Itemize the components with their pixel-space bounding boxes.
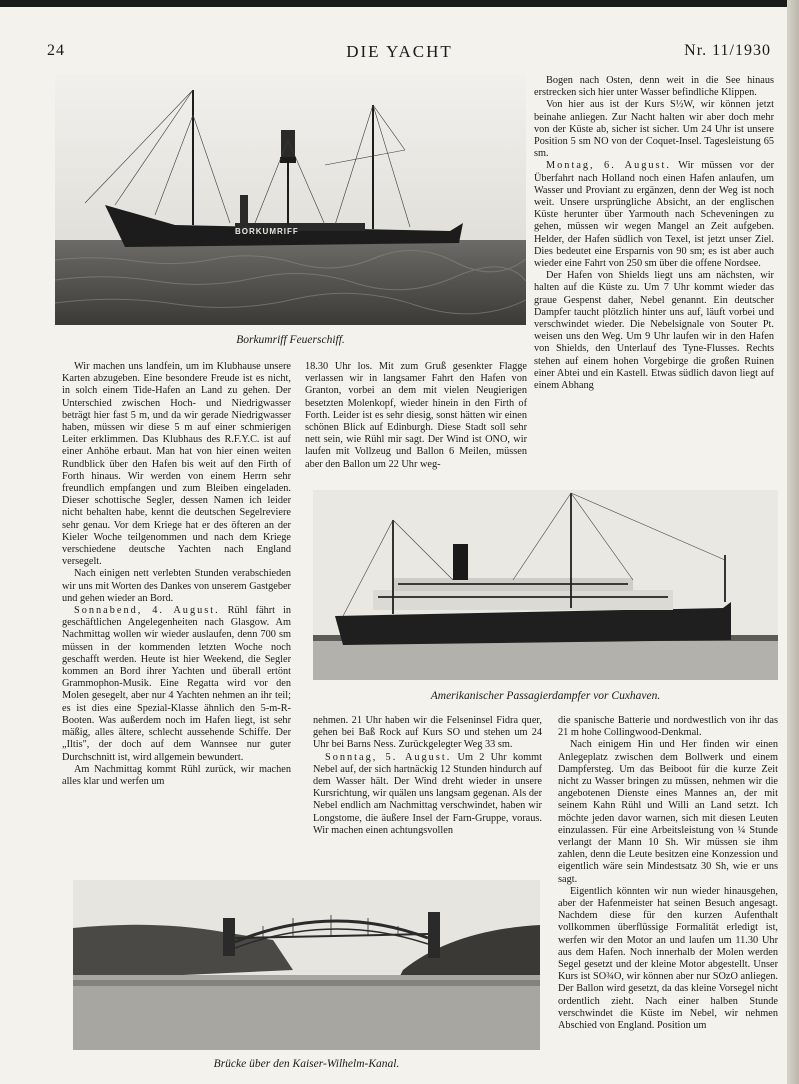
top-edge xyxy=(0,0,799,7)
date-heading: Sonntag, 5. August. xyxy=(325,751,452,763)
bridge-photo xyxy=(73,880,540,1050)
paragraph-text: Um 2 Uhr kommt Nebel auf, der sich hartnäckig 12 Stunden hindurch auf dem Wasser hält. Der Wind dreht wieder in unsere Kursrichtung, wir quälen uns langsam gegenan. Als der Nebel endlich am Nachmittag verschwindet, haben wir Longstome, die äußere Insel der Farn-Gruppe, voraus. Wir machen einen achtungsvollen xyxy=(313,751,542,836)
column-left xyxy=(62,361,291,788)
paragraph-text: Rühl fährt in geschäftlichen Angelegenheiten nach Glasgow. Am Nachmittag wollen wir wieder auslaufen, denn 700 sm müssen in der kommenden letzten Woche noch geschafft werden. Heute ist hier Weekend, die Segler kommen an Bord ihrer Yachten und überall ertönt Grammophon-Musik. Eine Regatta wird vor den Molen gesegelt, aber nur 4 Yachten nehmen an ihr teil; es ist dies eine Spezial-Klasse ähnlich den 5-m-R-Booten. Was außerdem noch im Hafen liegt, ist sehr mäßig, alles ältere, schlecht aussehende Schiffe. Der „Iltis", der doch auf dem Wannsee nur guter Durchschnitt ist, wird allgemein bewundert. xyxy=(62,605,291,763)
paragraph-monday xyxy=(534,160,774,270)
lightship-photo xyxy=(55,75,526,325)
liner-caption: Amerikanischer Passagierdampfer vor Cuxhaven. xyxy=(430,690,661,702)
paragraph-text: Wir müssen vor der Überfahrt nach Holland noch einen Hafen anlaufen, um Wasser und Proviant zu ergänzen, denn der Weg ist noch weit. Unsere ursprüngliche Absicht, an der englischen Küste herunter über Yarmouth nach Scheveningen zu gehen, müssen wir wegen Mangel an Zeit aufgeben. Helder, der Hafen südlich von Texel, ist jetzt unser Ziel. Dies bedeutet eine Ersparnis von 90 sm; es ist aber auch wieder eine Fahrt von 250 sm über die offene Nordsee. xyxy=(534,160,774,270)
paragraph: Bogen nach Osten, denn weit in die See hinaus erstrecken sich hier unter Wasser befindliche Klippen. xyxy=(534,75,774,99)
page-number: 24 xyxy=(47,42,65,59)
paragraph: Nach einigen nett verlebten Stunden verabschieden wir uns mit Worten des Dankes von unserem Gastgeber und gehen wieder an Bord. xyxy=(62,568,291,604)
liner-photo xyxy=(313,490,778,680)
issue-number: Nr. 11/1930 xyxy=(684,42,771,59)
column-right-top xyxy=(534,75,774,392)
paragraph: Wir machen uns landfein, um im Klubhause unsere Karten abzugeben. Eine besondere Freude ist es nicht, in solch einem Tide-Hafen an Land zu gehen. Der Unterschied zwischen Hoch- und Niedrigwasser beträgt hier fast 5 m, und da wir gerade Niedrigwasser haben, müssen wir diese 5 m auf einer schmierigen Leiter erklimmen. Das Klubhaus des R.F.Y.C. ist auf einer Anhöhe erbaut. Man hat von hier einen weiten Rundblick über den Hafen bis weit auf den Firth of Forth hinaus. Wir werden von einem Herrn sehr freundlich empfangen und zum Bleiben eingeladen. Dieser schottische Segler, dessen Namen ich leider nicht behalten habe, kennt die deutschen Segelreviere sehr genau. Vor dem Kriege hat er des öfteren an der Kieler Woche teilgenommen und nach dem Kriege verschiedene deutsche Yachten nach England versegelt. xyxy=(62,361,291,568)
paragraph: nehmen. 21 Uhr haben wir die Felseninsel Fidra quer, gehen bei Baß Rock auf Kurs SO und stehen um 24 Uhr bei Barns Ness. Zurückgelegter Weg 33 sm. xyxy=(313,715,542,751)
lightship-caption: Borkumriff Feuerschiff. xyxy=(236,334,345,346)
paragraph: Von hier aus ist der Kurs S½W, wir können jetzt beinahe anliegen. Zur Nacht halten wir aber doch mehr von der Küste ab, sicher ist sicher. Um 24 Uhr ist unsere Position 5 sm NO von der Coquet-Insel. Tagesleistung 65 sm. xyxy=(534,99,774,160)
paragraph: Eigentlich könnten wir nun wieder hinausgehen, aber der Hafenmeister hat seinen Besuch angesagt. Nachdem diese für den kurzen Aufenthalt vollkommen überflüssige Formalität erledigt ist, werfen wir den Motor an und laufen um 11.30 Uhr aus dem Hafen. Noch innerhalb der Molen werden Segel gesetzt und der kleine Motor abgestellt. Unser Kurs ist SO¾O, wir können aber nur SOzO anliegen. Der Ballon wird gesetzt, da das kleine Vorsegel nicht ordentlich zieht. Nach einer halben Stunde verschwindet die Küste im Nebel, wir nehmen Abschied von England. Position um xyxy=(558,885,778,1032)
paragraph: Am Nachmittag kommt Rühl zurück, wir machen alles klar und werfen um xyxy=(62,763,291,787)
paragraph: Nach einigem Hin und Her finden wir einen Anlegeplatz zwischen dem Bollwerk und einem Dampfersteg. Um das Beiboot für die kurze Zeit nicht zu Wasser bringen zu müssen, nehmen wir die angebotenen Dienste eines Mannes an, der mit seinem Kahn Rühl und Willi an Land setzt. Ich möchte jeden davor warnen, sich mit diesen Leuten einzulassen. Für eine Arbeitsleistung von ¼ Stunde verlangt der Mann 10 Sh. Wir müssen sie ihm zahlen, denn die Leute besitzen eine Konzession und eigentlich wäre sein Mindestsatz 30 Sh, wie er uns sagt. xyxy=(558,739,778,885)
paragraph-saturday xyxy=(62,605,291,764)
column-middle-bottom xyxy=(313,715,542,837)
date-heading: Montag, 6. August. xyxy=(546,160,671,172)
journal-title: DIE YACHT xyxy=(346,42,453,61)
page-edge xyxy=(787,0,799,1084)
hull-lettering: BORKUMRIFF xyxy=(235,227,299,236)
paragraph-sunday xyxy=(313,752,542,837)
paragraph: Der Hafen von Shields liegt uns am nächsten, wir halten auf die Küste zu. Um 7 Uhr kommt wieder das graue Gespenst daher, Nebel genannt. Ein deutscher Dampfer taucht plötzlich hinter uns auf, läuft vorbei und verschwindet wieder. Die Nebelsignale von Souter Pt. weisen uns den Weg. Um 9 Uhr laufen wir in den Hafen von Shields, den Unterlauf des Tyne-Flusses. Rechts stehen auf einem hohen Vorgebirge die großen Ruinen einer Abtei und ein Kastell. Etwas südlich davon liegt auf einem Abhang xyxy=(534,270,774,392)
column-right-bottom xyxy=(558,715,778,1032)
paragraph: die spanische Batterie und nordwestlich von ihr das 21 m hohe Collingwood-Denkmal. xyxy=(558,715,778,739)
paragraph: 18.30 Uhr los. Mit zum Gruß gesenkter Flagge verlassen wir in langsamer Fahrt den Hafen von Granton, vorbei an dem mit vielen Neugierigen besetzten Molenkopf, wieder hinein in den Firth of Forth. Leider ist es sehr diesig, sonst hätten wir einen schönen Blick auf Edinburgh. Diese Stadt soll sehr nett sein, wie Rühl mir sagt. Der Wind ist ONO, wir laufen mit Vollzeug und Ballon 6 Meilen, müssen aber den Ballon um 22 Uhr weg- xyxy=(305,361,527,470)
bridge-caption: Brücke über den Kaiser-Wilhelm-Kanal. xyxy=(213,1058,400,1070)
date-heading: Sonnabend, 4. August. xyxy=(74,605,220,617)
column-middle-top xyxy=(305,361,527,471)
